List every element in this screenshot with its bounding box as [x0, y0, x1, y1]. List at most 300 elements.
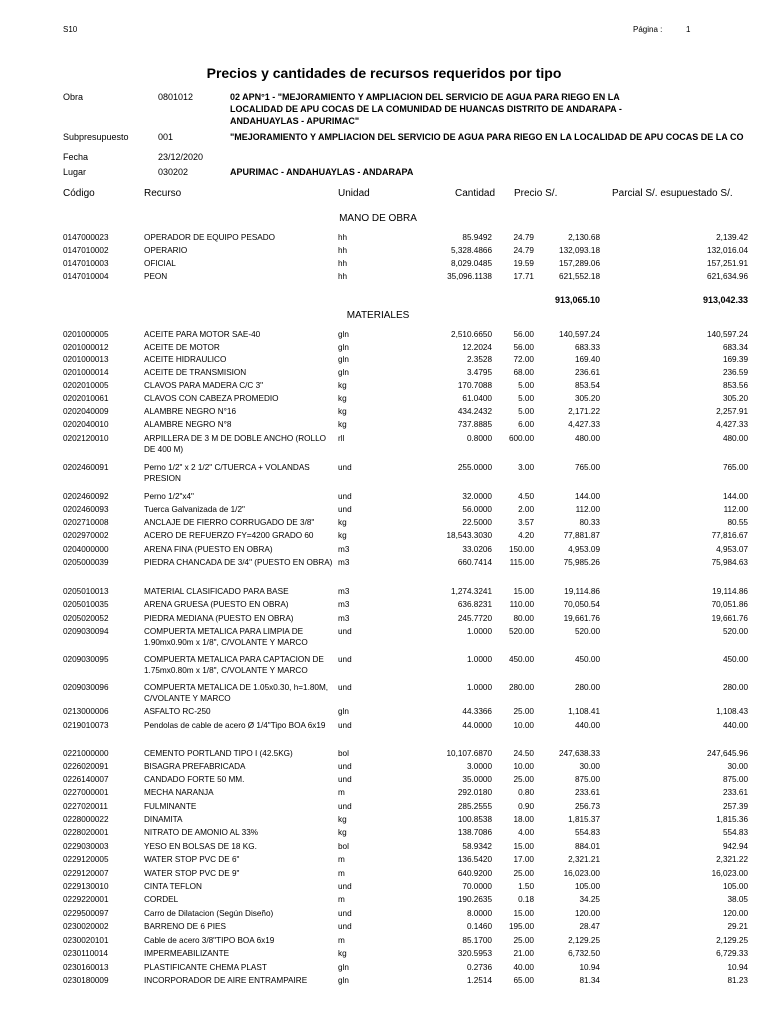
- resource-presupuestado: 1,815.36: [716, 815, 748, 824]
- resource-parcial: 120.00: [574, 909, 600, 918]
- resource-unit: kg: [338, 420, 347, 429]
- report-code: S10: [63, 25, 78, 34]
- resource-code: 0201000013: [63, 355, 109, 364]
- resource-quantity: 12.2024: [462, 343, 492, 352]
- resource-price: 17.00: [513, 855, 534, 864]
- resource-quantity: 0.1460: [466, 922, 492, 931]
- resource-name: PIEDRA CHANCADA DE 3/4" (PUESTO EN OBRA): [144, 558, 333, 567]
- resource-code: 0209030095: [63, 655, 109, 664]
- resource-code: 0147010002: [63, 246, 109, 255]
- resource-quantity: 1.0000: [466, 655, 492, 664]
- resource-price: 1.50: [518, 882, 534, 891]
- resource-name: MECHA NARANJA: [144, 788, 214, 797]
- resource-unit: kg: [338, 518, 347, 527]
- resource-unit: hh: [338, 272, 348, 281]
- resource-presupuestado: 132,016.04: [707, 246, 748, 255]
- resource-presupuestado: 1,108.43: [716, 707, 748, 716]
- lugar-label: Lugar: [63, 167, 87, 177]
- resource-quantity: 2,510.6650: [451, 330, 492, 339]
- resource-code: 0228020001: [63, 828, 109, 837]
- resource-quantity: 255.0000: [457, 463, 492, 472]
- resource-parcial: 765.00: [574, 463, 600, 472]
- resource-code: 0229030003: [63, 842, 109, 851]
- resource-price: 72.00: [513, 355, 534, 364]
- resource-parcial: 19,661.76: [563, 614, 600, 623]
- section-title-mano-obra: MANO DE OBRA: [339, 213, 417, 224]
- resource-unit: m: [338, 895, 345, 904]
- resource-quantity: 320.5953: [457, 949, 492, 958]
- resource-price: 19.59: [513, 259, 534, 268]
- resource-presupuestado: 144.00: [722, 492, 748, 501]
- resource-presupuestado: 169.39: [722, 355, 748, 364]
- resource-unit: kg: [338, 949, 347, 958]
- resource-parcial: 157,289.06: [559, 259, 600, 268]
- resource-unit: m3: [338, 558, 350, 567]
- resource-price: 115.00: [509, 558, 534, 567]
- resource-name: CLAVOS PARA MADERA C/C 3": [144, 381, 264, 390]
- resource-code: 0229120007: [63, 869, 109, 878]
- resource-price: 0.18: [518, 895, 534, 904]
- resource-price: 10.00: [513, 721, 534, 730]
- resource-presupuestado: 2,321.22: [716, 855, 748, 864]
- section-title-materiales: MATERIALES: [346, 310, 410, 321]
- resource-presupuestado: 450.00: [722, 655, 748, 664]
- resource-price: 15.00: [513, 909, 534, 918]
- resource-code: 0202010061: [63, 394, 109, 403]
- resource-quantity: 5,328.4866: [451, 246, 492, 255]
- subpresupuesto-code: 001: [158, 132, 174, 142]
- resource-code: 0229120005: [63, 855, 109, 864]
- resource-price: 3.00: [518, 463, 534, 472]
- resource-price: 25.00: [513, 775, 534, 784]
- resource-price: 18.00: [513, 815, 534, 824]
- resource-unit: m: [338, 936, 345, 945]
- resource-quantity: 285.2555: [457, 802, 492, 811]
- resource-name: COMPUERTA METALICA DE 1.05x0.30, h=1.80M, C/VOLANTE Y MARCO: [144, 683, 329, 703]
- resource-unit: kg: [338, 815, 347, 824]
- resource-price: 110.00: [509, 600, 534, 609]
- resource-code: 0201000012: [63, 343, 109, 352]
- resource-unit: gln: [338, 343, 349, 352]
- resource-price: 25.00: [513, 869, 534, 878]
- resource-quantity: 1.0000: [466, 683, 492, 692]
- resource-parcial: 4,427.33: [568, 420, 600, 429]
- resource-code: 0147010003: [63, 259, 109, 268]
- resource-name: ACERO DE REFUERZO FY=4200 GRADO 60: [144, 531, 314, 540]
- col-header-cantidad: Cantidad: [455, 188, 496, 199]
- page-label: Página :: [633, 25, 663, 34]
- resource-code: 0202040009: [63, 407, 109, 416]
- resource-unit: gln: [338, 368, 349, 377]
- resource-quantity: 0.8000: [466, 434, 492, 443]
- resource-price: 600.00: [508, 434, 534, 443]
- resource-parcial: 80.33: [579, 518, 600, 527]
- resource-parcial: 81.34: [579, 976, 600, 985]
- resource-quantity: 61.0400: [462, 394, 492, 403]
- resource-price: 5.00: [518, 394, 534, 403]
- resource-parcial: 1,108.41: [568, 707, 600, 716]
- resource-price: 520.00: [508, 627, 534, 636]
- resource-quantity: 44.0000: [462, 721, 492, 730]
- resource-price: 4.20: [518, 531, 534, 540]
- resource-code: 0202710008: [63, 518, 109, 527]
- resource-unit: hh: [338, 233, 348, 242]
- resource-name: ARENA GRUESA (PUESTO EN OBRA): [144, 600, 289, 609]
- resource-parcial: 19,114.86: [564, 587, 600, 596]
- resource-unit: und: [338, 505, 352, 514]
- resource-price: 5.00: [518, 407, 534, 416]
- resource-name: Tuerca Galvanizada de 1/2": [144, 505, 245, 514]
- resource-name: INCORPORADOR DE AIRE ENTRAMPAIRE: [144, 976, 308, 985]
- resource-unit: und: [338, 882, 352, 891]
- resource-presupuestado: 875.00: [722, 775, 748, 784]
- resource-unit: und: [338, 492, 352, 501]
- resource-quantity: 136.5420: [457, 855, 492, 864]
- resource-presupuestado: 10.94: [727, 963, 748, 972]
- resource-parcial: 30.00: [579, 762, 600, 771]
- resource-presupuestado: 2,139.42: [716, 233, 748, 242]
- resource-quantity: 8,029.0485: [451, 259, 492, 268]
- resource-code: 0229220001: [63, 895, 109, 904]
- fecha-value: 23/12/2020: [158, 152, 204, 162]
- resource-code: 0205020052: [63, 614, 109, 623]
- resource-unit: und: [338, 683, 352, 692]
- resource-price: 0.90: [518, 802, 534, 811]
- resource-code: 0209030096: [63, 683, 109, 692]
- resource-unit: kg: [338, 407, 347, 416]
- resource-parcial: 28.47: [579, 922, 600, 931]
- resource-code: 0230020101: [63, 936, 109, 945]
- resource-name: Perno 1/2"x4": [144, 492, 194, 501]
- resource-quantity: 636.8231: [457, 600, 492, 609]
- resource-parcial: 10.94: [579, 963, 600, 972]
- resource-presupuestado: 120.00: [722, 909, 748, 918]
- resource-parcial: 4,953.09: [568, 545, 600, 554]
- obra-desc-line2: LOCALIDAD DE APU COCAS DE LA COMUNIDAD DE HUANCAS DISTRITO DE ANDARAPA -: [230, 104, 622, 114]
- resource-code: 0209030094: [63, 627, 109, 636]
- resource-name: ACEITE DE MOTOR: [144, 343, 220, 352]
- resource-parcial: 75,985.26: [563, 558, 600, 567]
- resource-code: 0202460091: [63, 463, 109, 472]
- resource-price: 56.00: [513, 343, 534, 352]
- resource-quantity: 190.2635: [457, 895, 492, 904]
- resource-presupuestado: 305.20: [722, 394, 748, 403]
- resource-unit: m3: [338, 600, 350, 609]
- resource-name: WATER STOP PVC DE 6": [144, 855, 240, 864]
- resource-quantity: 70.0000: [462, 882, 492, 891]
- resource-presupuestado: 81.23: [727, 976, 748, 985]
- resource-name: MATERIAL CLASIFICADO PARA BASE: [144, 587, 289, 596]
- resource-code: 0230160013: [63, 963, 109, 972]
- resource-price: 25.00: [513, 936, 534, 945]
- resource-name: PIEDRA MEDIANA (PUESTO EN OBRA): [144, 614, 294, 623]
- resource-quantity: 3.0000: [466, 762, 492, 771]
- resource-presupuestado: 236.59: [722, 368, 748, 377]
- resource-price: 280.00: [508, 683, 534, 692]
- resource-unit: kg: [338, 531, 347, 540]
- resource-quantity: 434.2432: [457, 407, 492, 416]
- resource-unit: und: [338, 463, 352, 472]
- resource-presupuestado: 70,051.86: [711, 600, 748, 609]
- resource-presupuestado: 29.21: [727, 922, 748, 931]
- resource-code: 0201000014: [63, 368, 109, 377]
- resource-name: Pendolas de cable de acero Ø 1/4"Tipo BOA 6x19: [144, 721, 326, 730]
- resource-name: OFICIAL: [144, 259, 176, 268]
- resource-presupuestado: 38.05: [727, 895, 748, 904]
- resource-name: ACEITE DE TRANSMISION: [144, 368, 247, 377]
- resource-code: 0205010013: [63, 587, 109, 596]
- resource-parcial: 132,093.18: [559, 246, 600, 255]
- resource-quantity: 35.0000: [462, 775, 492, 784]
- resource-quantity: 292.0180: [457, 788, 492, 797]
- resource-presupuestado: 112.00: [723, 505, 748, 514]
- resource-name: ACEITE HIDRAULICO: [144, 355, 227, 364]
- resource-code: 0226020091: [63, 762, 109, 771]
- resource-unit: m3: [338, 545, 350, 554]
- resource-name: COMPUERTA METALICA PARA CAPTACION DE 1.75mx0.80m x 1/8", C/VOLANTE Y MARCO: [144, 655, 324, 675]
- resource-quantity: 35,096.1138: [447, 272, 492, 281]
- subpresupuesto-desc: "MEJORAMIENTO Y AMPLIACION DEL SERVICIO DE AGUA PARA RIEGO EN LA LOCALIDAD DE APU COCAS DE LA CO: [230, 132, 744, 142]
- resource-parcial: 70,050.54: [563, 600, 600, 609]
- resource-price: 24.50: [513, 749, 534, 758]
- resource-name: CLAVOS CON CABEZA PROMEDIO: [144, 394, 279, 403]
- resource-price: 56.00: [513, 330, 534, 339]
- resource-unit: und: [338, 802, 352, 811]
- resource-unit: und: [338, 762, 352, 771]
- resource-presupuestado: 440.00: [722, 721, 748, 730]
- resource-parcial: 6,732.50: [568, 949, 600, 958]
- resource-code: 0227000001: [63, 788, 109, 797]
- resource-unit: hh: [338, 246, 348, 255]
- resource-parcial: 450.00: [574, 655, 600, 664]
- resource-presupuestado: 233.61: [722, 788, 748, 797]
- resource-unit: kg: [338, 828, 347, 837]
- lugar-desc: APURIMAC - ANDAHUAYLAS - ANDARAPA: [230, 167, 414, 177]
- col-header-codigo: Código: [63, 188, 95, 199]
- resource-parcial: 247,638.33: [559, 749, 600, 758]
- resource-name: CINTA TEFLON: [144, 882, 202, 891]
- resource-presupuestado: 6,729.33: [716, 949, 748, 958]
- resource-name: Cable de acero 3/8"TIPO BOA 6x19: [144, 936, 275, 945]
- resource-name: FULMINANTE: [144, 802, 197, 811]
- resource-presupuestado: 16,023.00: [711, 869, 748, 878]
- resource-unit: und: [338, 655, 352, 664]
- resource-code: 0202460092: [63, 492, 109, 501]
- resource-presupuestado: 4,427.33: [716, 420, 748, 429]
- resource-parcial: 77,881.87: [563, 531, 600, 540]
- resource-presupuestado: 280.00: [722, 683, 748, 692]
- col-header-recurso: Recurso: [144, 188, 182, 199]
- resource-presupuestado: 2,129.25: [716, 936, 748, 945]
- resource-parcial: 112.00: [575, 505, 600, 514]
- resource-name: WATER STOP PVC DE 9": [144, 869, 240, 878]
- resource-parcial: 2,171.22: [568, 407, 600, 416]
- resource-unit: m: [338, 855, 345, 864]
- resource-price: 4.50: [518, 492, 534, 501]
- resource-unit: rll: [338, 434, 345, 443]
- resource-name: NITRATO DE AMONIO AL 33%: [144, 828, 259, 837]
- resource-name: PEON: [144, 272, 168, 281]
- col-header-precio: Precio S/.: [514, 188, 558, 199]
- resource-code: 0202010005: [63, 381, 109, 390]
- resource-presupuestado: 621,634.96: [707, 272, 748, 281]
- resource-unit: gln: [338, 707, 349, 716]
- resource-parcial: 621,552.18: [559, 272, 600, 281]
- resource-unit: gln: [338, 355, 349, 364]
- resource-parcial: 2,129.25: [568, 936, 600, 945]
- resource-unit: hh: [338, 259, 348, 268]
- resource-price: 10.00: [513, 762, 534, 771]
- resource-unit: kg: [338, 394, 347, 403]
- resource-presupuestado: 554.83: [722, 828, 748, 837]
- fecha-label: Fecha: [63, 152, 89, 162]
- resource-name: CANDADO FORTE 50 MM.: [144, 775, 245, 784]
- resource-presupuestado: 2,257.91: [716, 407, 748, 416]
- resource-code: 0226140007: [63, 775, 109, 784]
- resource-quantity: 100.8538: [457, 815, 492, 824]
- obra-desc-line3: ANDAHUAYLAS - APURIMAC": [230, 116, 360, 126]
- resource-name: DINAMITA: [144, 815, 183, 824]
- resource-unit: m3: [338, 614, 350, 623]
- resource-parcial: 256.73: [574, 802, 600, 811]
- resource-unit: gln: [338, 976, 349, 985]
- resource-code: 0230020002: [63, 922, 109, 931]
- resource-parcial: 480.00: [574, 434, 600, 443]
- obra-code: 0801012: [158, 92, 194, 102]
- resource-parcial: 144.00: [574, 492, 600, 501]
- page-number: 1: [686, 25, 691, 34]
- resource-parcial: 1,815.37: [568, 815, 600, 824]
- resource-presupuestado: 30.00: [727, 762, 748, 771]
- resource-code: 0229500097: [63, 909, 109, 918]
- resource-price: 68.00: [513, 368, 534, 377]
- resource-unit: kg: [338, 381, 347, 390]
- resource-code: 0202120010: [63, 434, 109, 443]
- resource-unit: m: [338, 869, 345, 878]
- resource-quantity: 85.9492: [462, 233, 492, 242]
- resource-parcial: 305.20: [574, 394, 600, 403]
- resource-quantity: 737.8885: [457, 420, 492, 429]
- resource-quantity: 1,274.3241: [451, 587, 492, 596]
- resource-code: 0147000023: [63, 233, 109, 242]
- resource-price: 0.80: [518, 788, 534, 797]
- col-header-parcial: Parcial S/. esupuestado S/.: [612, 188, 733, 199]
- resource-quantity: 1.2514: [466, 976, 492, 985]
- resource-name: PLASTIFICANTE CHEMA PLAST: [144, 963, 267, 972]
- resource-unit: bol: [338, 749, 349, 758]
- resource-price: 150.00: [508, 545, 534, 554]
- resource-price: 80.00: [513, 614, 534, 623]
- resource-parcial: 236.61: [574, 368, 600, 377]
- resource-unit: und: [338, 721, 352, 730]
- resource-unit: bol: [338, 842, 349, 851]
- resource-presupuestado: 942.94: [722, 842, 748, 851]
- lugar-code: 030202: [158, 167, 189, 177]
- resource-parcial: 520.00: [574, 627, 600, 636]
- resource-code: 0213000006: [63, 707, 109, 716]
- resource-parcial: 884.01: [574, 842, 600, 851]
- resource-price: 65.00: [513, 976, 534, 985]
- resource-presupuestado: 4,953.07: [716, 545, 748, 554]
- resource-unit: gln: [338, 330, 349, 339]
- resource-unit: und: [338, 909, 352, 918]
- obra-label: Obra: [63, 92, 84, 102]
- resource-quantity: 56.0000: [462, 505, 492, 514]
- resource-presupuestado: 75,984.63: [711, 558, 748, 567]
- resource-name: CORDEL: [144, 895, 179, 904]
- mano-obra-total-parcial: 913,065.10: [554, 295, 600, 305]
- resource-price: 40.00: [513, 963, 534, 972]
- resource-presupuestado: 683.34: [722, 343, 748, 352]
- resource-presupuestado: 247,645.96: [707, 749, 748, 758]
- resource-presupuestado: 853.56: [722, 381, 748, 390]
- resource-presupuestado: 19,661.76: [711, 614, 748, 623]
- resource-code: 0204000000: [63, 545, 109, 554]
- resource-name: COMPUERTA METALICA PARA LIMPIA DE 1.90mx0.90m x 1/8", C/VOLANTE Y MARCO: [144, 627, 308, 647]
- resource-parcial: 16,023.00: [563, 869, 600, 878]
- resource-code: 0205000039: [63, 558, 109, 567]
- resource-presupuestado: 480.00: [722, 434, 748, 443]
- col-header-unidad: Unidad: [338, 188, 370, 199]
- resource-parcial: 2,321.21: [568, 855, 600, 864]
- resource-presupuestado: 765.00: [722, 463, 748, 472]
- resource-presupuestado: 257.39: [722, 802, 748, 811]
- resource-code: 0227020011: [63, 802, 108, 811]
- resource-quantity: 640.9200: [457, 869, 492, 878]
- resource-unit: m: [338, 788, 345, 797]
- mano-obra-total-presupuestado: 913,042.33: [702, 295, 748, 305]
- resource-price: 2.00: [518, 505, 534, 514]
- resource-price: 195.00: [508, 922, 534, 931]
- resource-code: 0201000005: [63, 330, 109, 339]
- obra-desc-line1: 02 APN°1 - "MEJORAMIENTO Y AMPLIACION DEL SERVICIO DE AGUA PARA RIEGO EN LA: [230, 92, 620, 102]
- resource-parcial: 683.33: [574, 343, 600, 352]
- resource-name: OPERADOR DE EQUIPO PESADO: [144, 233, 276, 242]
- resource-name: ANCLAJE DE FIERRO CORRUGADO DE 3/8": [144, 518, 315, 527]
- resource-quantity: 0.2736: [466, 963, 492, 972]
- resource-name: ARENA FINA (PUESTO EN OBRA): [144, 545, 273, 554]
- resource-name: ACEITE PARA MOTOR SAE-40: [144, 330, 261, 339]
- resource-presupuestado: 140,597.24: [707, 330, 748, 339]
- resource-price: 24.79: [513, 246, 534, 255]
- resource-presupuestado: 19,114.86: [712, 587, 748, 596]
- resource-quantity: 18,543.3030: [446, 531, 492, 540]
- resource-name: ARPILLERA DE 3 M DE DOBLE ANCHO (ROLLO DE 400 M): [144, 434, 326, 454]
- resource-quantity: 85.1700: [462, 936, 492, 945]
- resource-presupuestado: 105.00: [722, 882, 748, 891]
- resource-code: 0202040010: [63, 420, 109, 429]
- resource-parcial: 2,130.68: [568, 233, 600, 242]
- resource-name: ASFALTO RC-250: [144, 707, 211, 716]
- resource-parcial: 233.61: [574, 788, 600, 797]
- resource-quantity: 2.3528: [466, 355, 492, 364]
- resource-parcial: 875.00: [574, 775, 600, 784]
- resource-presupuestado: 520.00: [722, 627, 748, 636]
- resource-code: 0229130010: [63, 882, 109, 891]
- resource-quantity: 3.4795: [466, 368, 492, 377]
- report-title: Precios y cantidades de recursos requeridos por tipo: [206, 65, 562, 81]
- resource-code: 0230180009: [63, 976, 109, 985]
- resource-name: ALAMBRE NEGRO N°16: [144, 407, 236, 416]
- resource-parcial: 853.54: [574, 381, 600, 390]
- resource-quantity: 245.7720: [457, 614, 492, 623]
- resource-quantity: 170.7088: [457, 381, 492, 390]
- resource-code: 0205010035: [63, 600, 109, 609]
- resource-name: YESO EN BOLSAS DE 18 KG.: [144, 842, 257, 851]
- resource-price: 15.00: [513, 587, 534, 596]
- resource-name: Carro de Dilatacion (Según Diseño): [144, 909, 274, 918]
- resource-price: 3.57: [518, 518, 534, 527]
